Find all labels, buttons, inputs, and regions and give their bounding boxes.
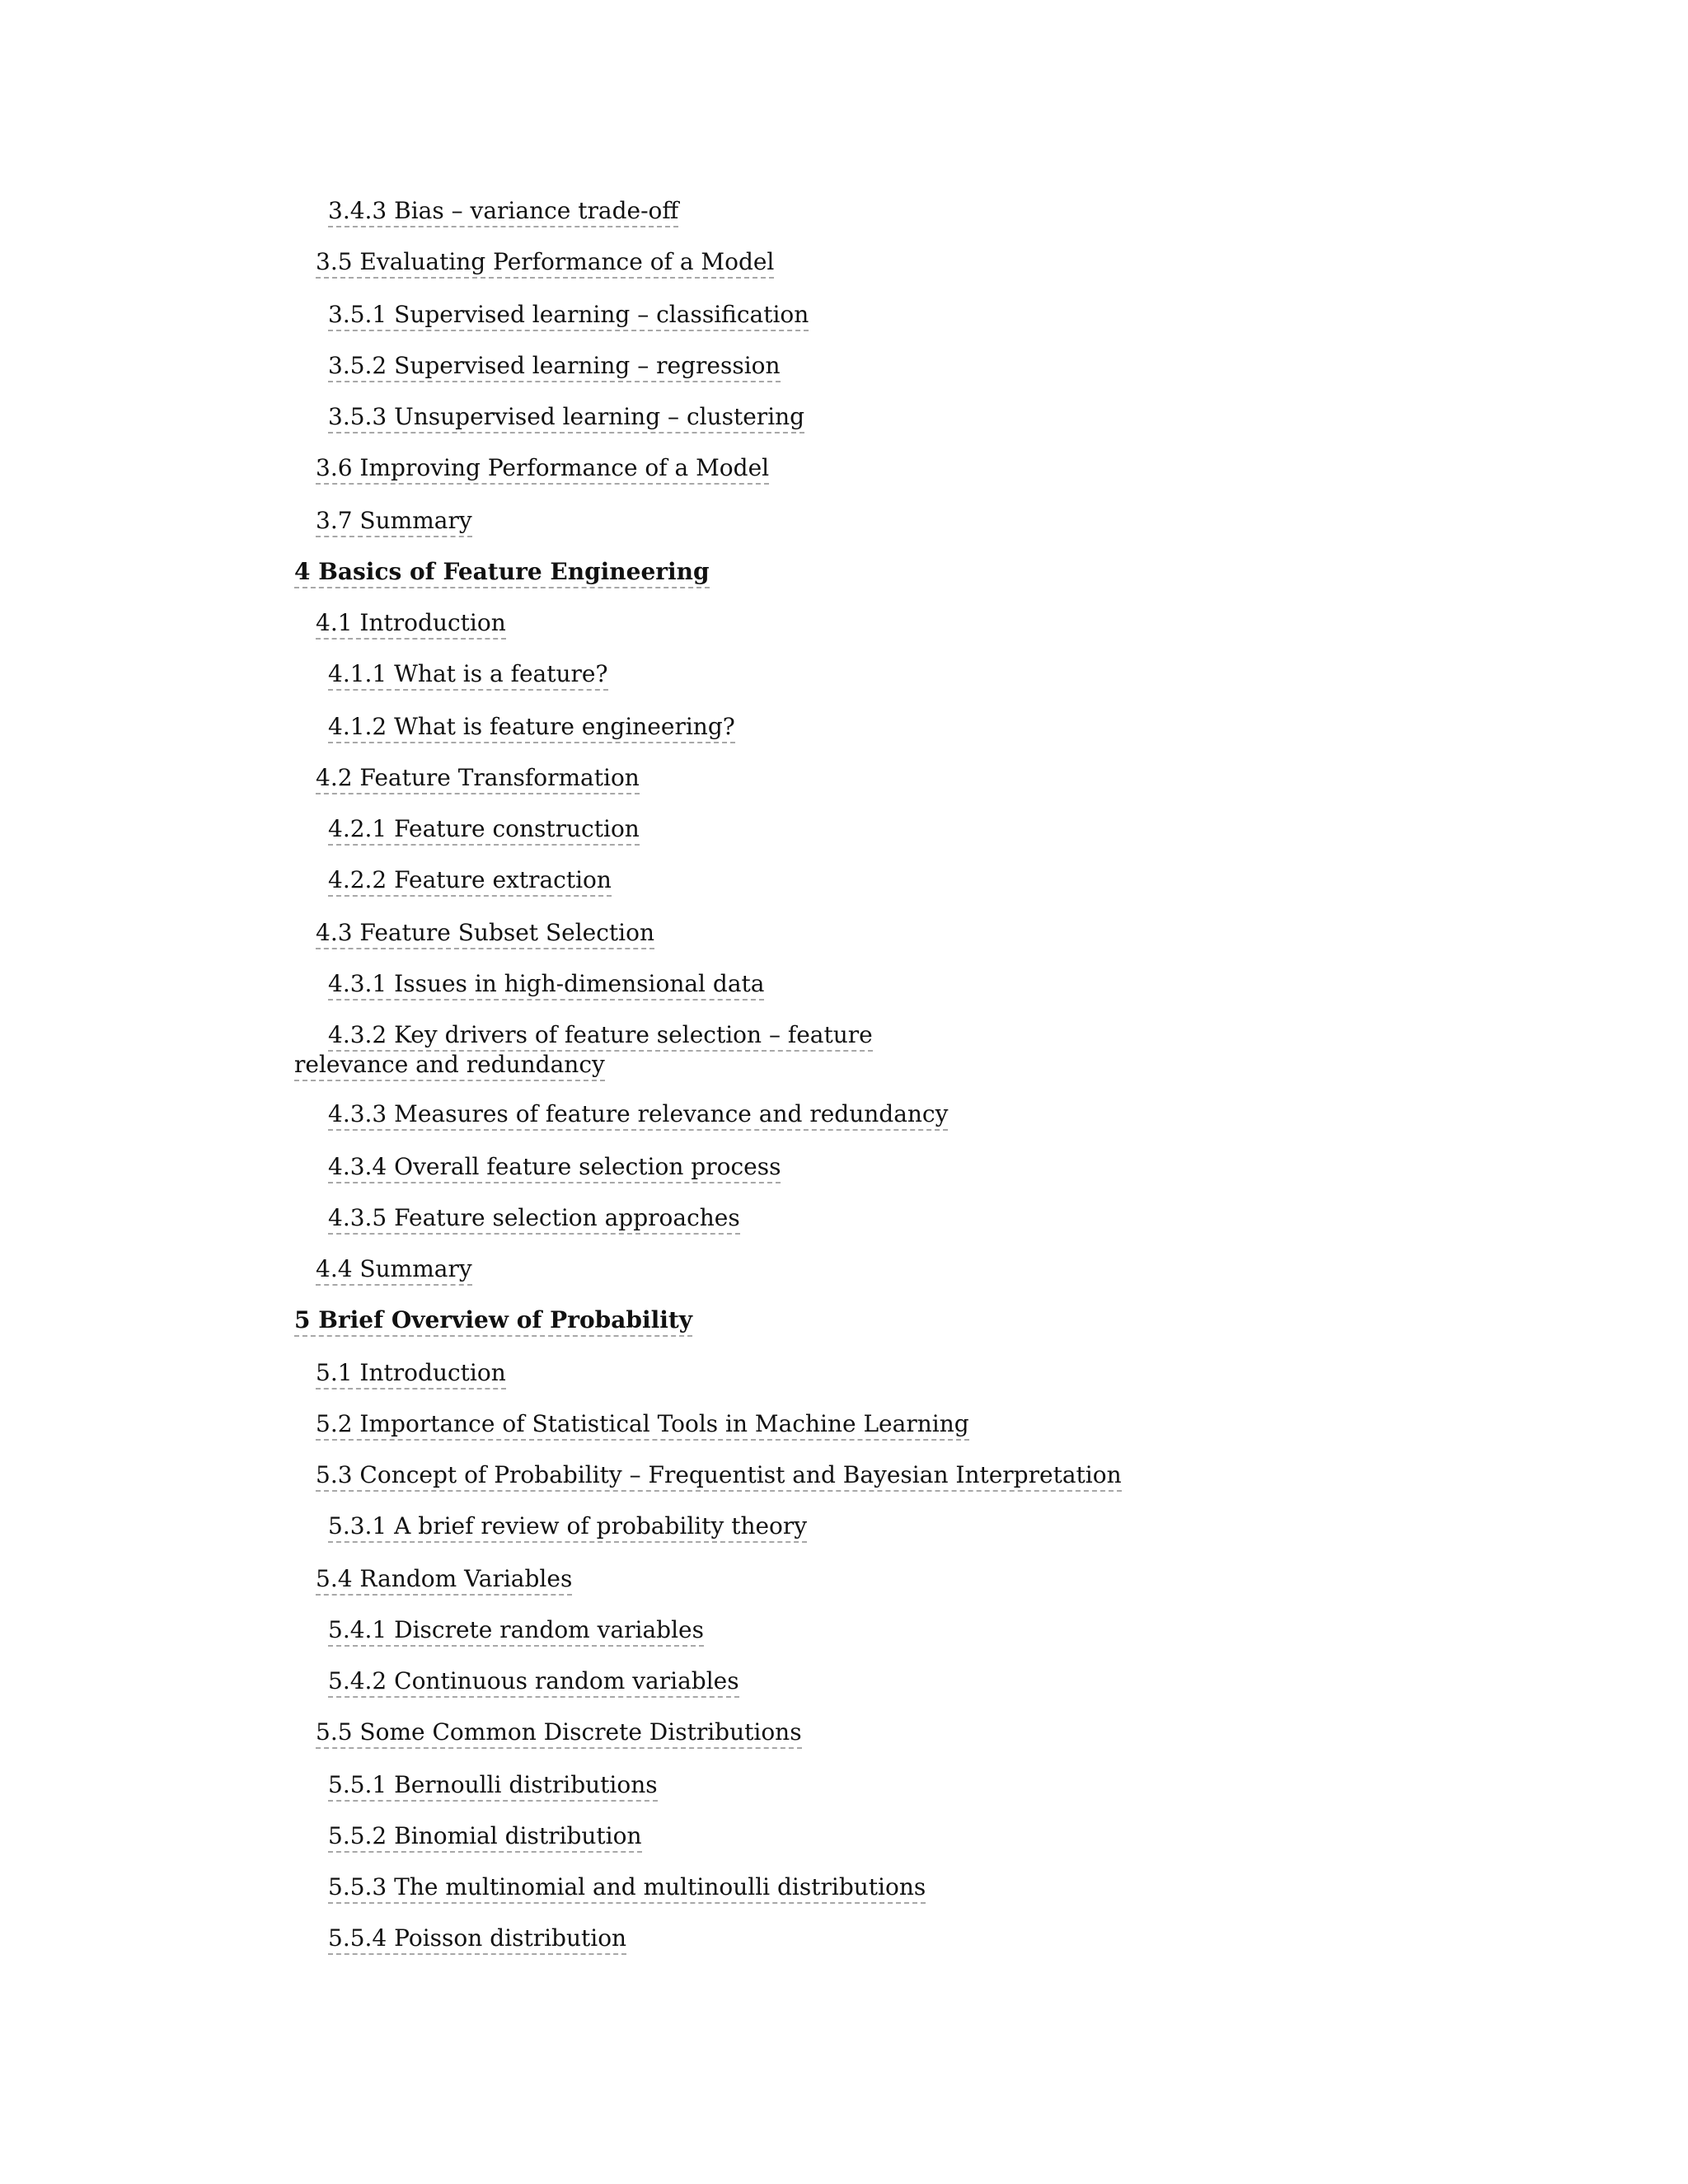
toc-entry-4-3-2[interactable] bbox=[294, 1020, 945, 1080]
toc-link-text[interactable]: 3.5.1 Supervised learning – classification bbox=[328, 301, 809, 331]
toc-link-text[interactable]: 3.5 Evaluating Performance of a Model bbox=[316, 248, 774, 279]
toc-entry-4-2[interactable] bbox=[316, 763, 640, 793]
toc-chapter-5[interactable] bbox=[294, 1305, 692, 1335]
toc-link-text[interactable]: 4.4 Summary bbox=[316, 1255, 472, 1286]
toc-entry-5-5-2[interactable] bbox=[328, 1821, 642, 1851]
toc-link-text[interactable]: 3.5.2 Supervised learning – regression bbox=[328, 352, 781, 382]
toc-link-text[interactable]: 5.3.1 A brief review of probability theory bbox=[328, 1512, 807, 1543]
toc-entry-5-3-1[interactable] bbox=[328, 1511, 807, 1541]
toc-entry-5-2[interactable] bbox=[316, 1409, 969, 1439]
toc-entry-5-4-1[interactable] bbox=[328, 1615, 704, 1645]
toc-chapter-4[interactable] bbox=[294, 557, 710, 587]
toc-entry-5-3[interactable] bbox=[316, 1460, 1122, 1490]
toc-entry-4-1-1[interactable] bbox=[328, 659, 608, 689]
toc-entry-4-3[interactable] bbox=[316, 918, 654, 948]
toc-link-text[interactable]: 5.1 Introduction bbox=[316, 1359, 506, 1390]
toc-entry-4-3-5[interactable] bbox=[328, 1203, 740, 1233]
toc-link-text[interactable]: 5.5.1 Bernoulli distributions bbox=[328, 1771, 658, 1802]
toc-link-text[interactable]: 5.4 Random Variables bbox=[316, 1565, 572, 1596]
toc-link-text[interactable]: 4.2.2 Feature extraction bbox=[328, 866, 612, 897]
toc-entry-3-7[interactable] bbox=[316, 506, 472, 536]
toc-entry-4-2-1[interactable] bbox=[328, 814, 640, 844]
toc-entry-4-1-2[interactable] bbox=[328, 712, 735, 742]
toc-entry-3-5-2[interactable] bbox=[328, 351, 781, 381]
toc-link-text[interactable]: 4.3.1 Issues in high-dimensional data bbox=[328, 970, 764, 1001]
toc-link-text[interactable]: 3.4.3 Bias – variance trade-off bbox=[328, 197, 678, 227]
toc-link-text[interactable]: 5.4.1 Discrete random variables bbox=[328, 1616, 704, 1647]
toc-entry-5-5-1[interactable] bbox=[328, 1770, 658, 1800]
toc-entry-3-5-3[interactable] bbox=[328, 402, 804, 432]
toc-entry-4-1[interactable] bbox=[316, 608, 506, 638]
toc-entry-4-2-2[interactable] bbox=[328, 865, 612, 895]
toc-entry-4-3-3[interactable] bbox=[328, 1099, 948, 1129]
toc-link-text[interactable]: 4.2.1 Feature construction bbox=[328, 815, 640, 846]
toc-entry-3-5-1[interactable] bbox=[328, 300, 809, 330]
toc-entry-4-3-1[interactable] bbox=[328, 969, 764, 999]
toc-link-text[interactable]: 4.3.3 Measures of feature relevance and redundancy bbox=[328, 1100, 948, 1131]
toc-link-text[interactable]: 4 Basics of Feature Engineering bbox=[294, 558, 710, 588]
toc-link-text[interactable]: 4.2 Feature Transformation bbox=[316, 764, 640, 794]
toc-link-text[interactable]: 5.5.4 Poisson distribution bbox=[328, 1924, 626, 1955]
toc-entry-3-6[interactable] bbox=[316, 453, 769, 483]
toc-link-text[interactable]: 4.1 Introduction bbox=[316, 609, 506, 640]
toc-link-text[interactable]: 5 Brief Overview of Probability bbox=[294, 1306, 692, 1337]
toc-link-text[interactable]: 4.3 Feature Subset Selection bbox=[316, 919, 654, 949]
toc-link-text[interactable]: 3.7 Summary bbox=[316, 507, 472, 537]
toc-entry-3-4-3[interactable] bbox=[328, 196, 678, 226]
toc-entry-5-5-4[interactable] bbox=[328, 1924, 626, 1953]
toc-link-text[interactable]: 4.1.2 What is feature engineering? bbox=[328, 713, 735, 743]
toc-link-text[interactable]: 4.3.4 Overall feature selection process bbox=[328, 1153, 781, 1183]
toc-entry-5-5[interactable] bbox=[316, 1718, 802, 1747]
toc-entry-5-1[interactable] bbox=[316, 1358, 506, 1388]
toc-link-text[interactable]: 3.6 Improving Performance of a Model bbox=[316, 454, 769, 485]
toc-link-text[interactable]: 5.5.3 The multinomial and multinoulli distributions bbox=[328, 1873, 926, 1904]
toc-entry-4-3-4[interactable] bbox=[328, 1152, 781, 1182]
toc-entry-5-4-2[interactable] bbox=[328, 1666, 739, 1696]
toc-link-text[interactable]: 4.3.5 Feature selection approaches bbox=[328, 1204, 740, 1235]
toc-link-text[interactable]: 5.4.2 Continuous random variables bbox=[328, 1667, 739, 1698]
toc-link-text[interactable]: 5.3 Concept of Probability – Frequentist and Bayesian Interpretation bbox=[316, 1461, 1122, 1492]
toc-link-text[interactable]: 4.1.1 What is a feature? bbox=[328, 660, 608, 691]
toc-link-text[interactable]: 5.5.2 Binomial distribution bbox=[328, 1822, 642, 1853]
toc-entry-5-4[interactable] bbox=[316, 1564, 572, 1594]
toc-link-text[interactable]: 5.2 Importance of Statistical Tools in Machine Learning bbox=[316, 1410, 969, 1441]
toc-link-text[interactable]: 5.5 Some Common Discrete Distributions bbox=[316, 1718, 802, 1749]
toc-entry-5-5-3[interactable] bbox=[328, 1872, 926, 1902]
toc-link-text[interactable]: 4.3.2 Key drivers of feature selection – feature relevance and redundancy bbox=[294, 1021, 873, 1081]
toc-entry-4-4[interactable] bbox=[316, 1254, 472, 1284]
toc-entry-3-5[interactable] bbox=[316, 247, 774, 277]
toc-link-text[interactable]: 3.5.3 Unsupervised learning – clustering bbox=[328, 403, 804, 434]
